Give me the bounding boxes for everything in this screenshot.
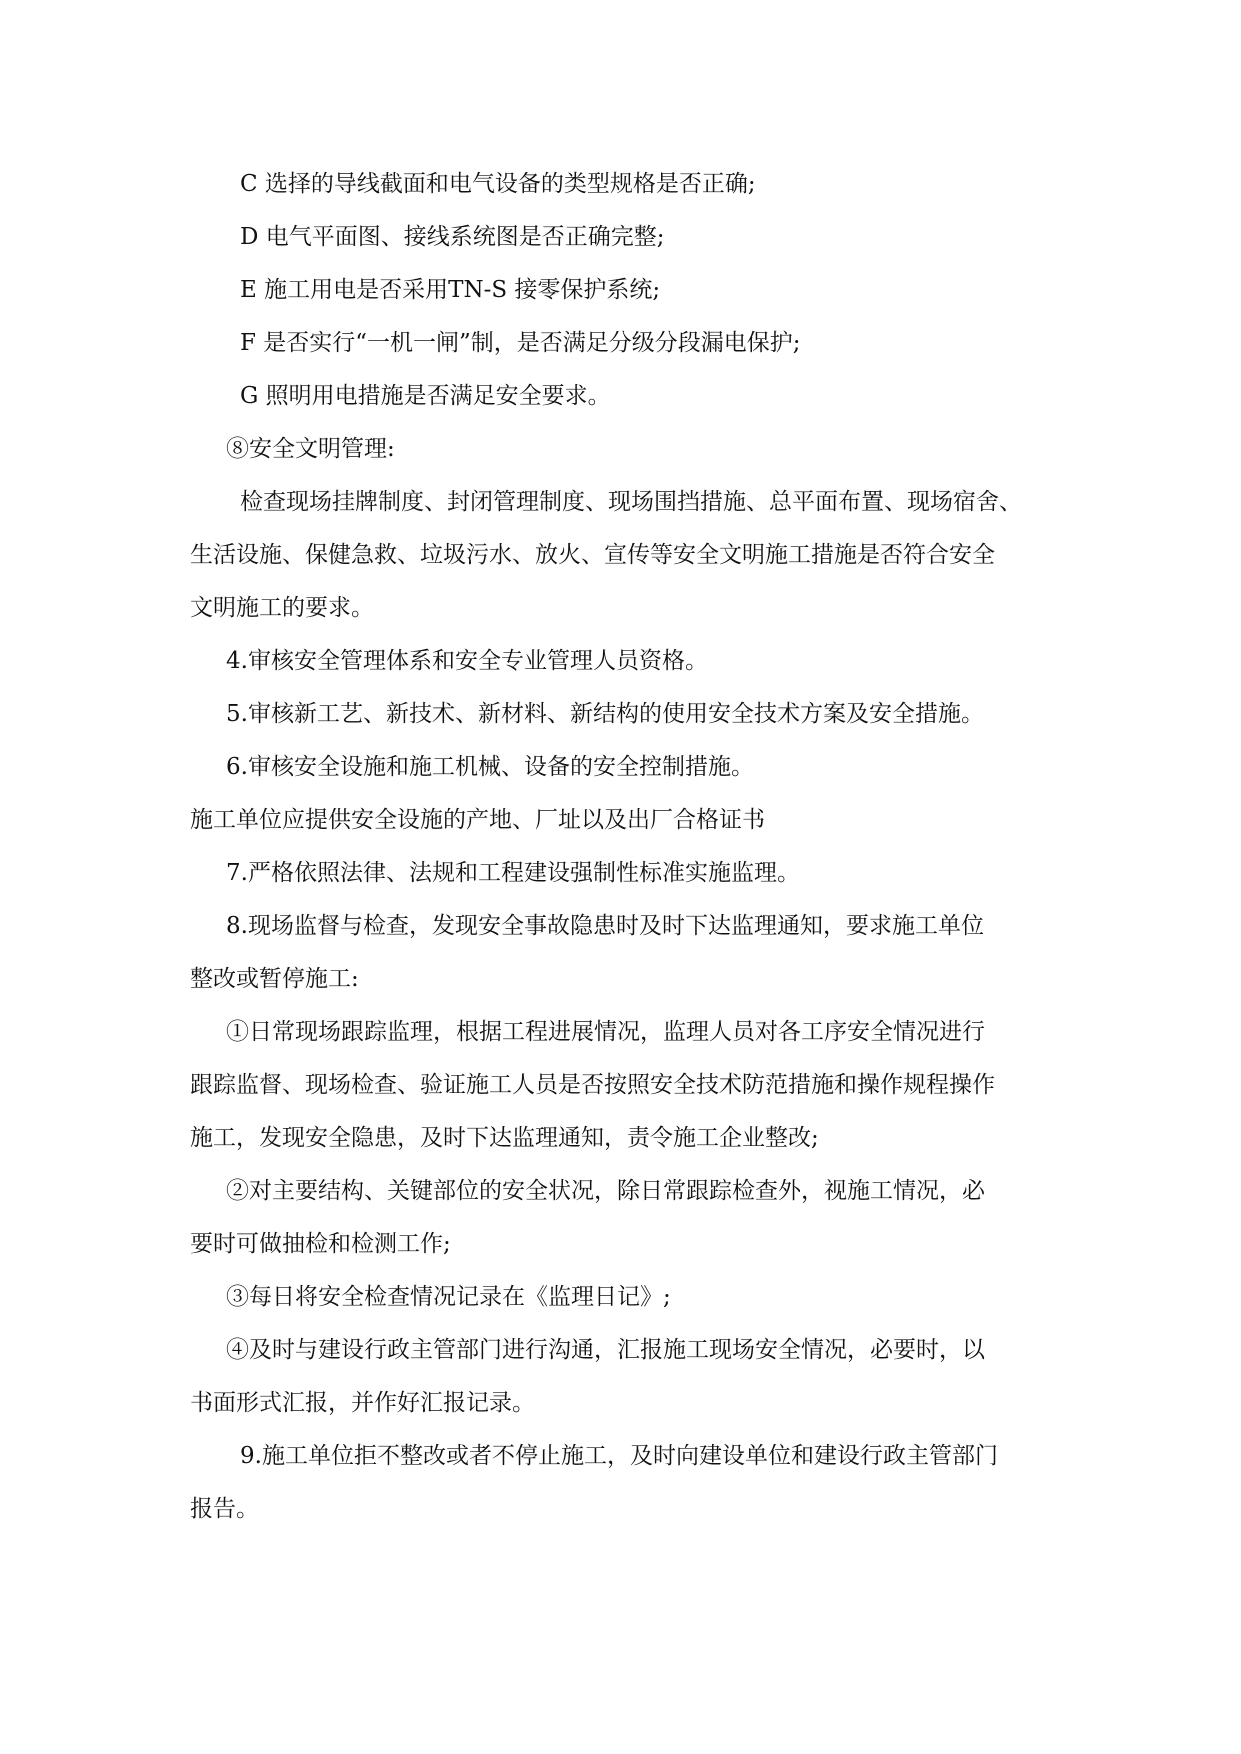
paragraph-line: 9.施工单位拒不整改或者不停止施工，及时向建设单位和建设行政主管部门 <box>240 1443 998 1469</box>
sub-item-4 <box>190 1324 1060 1430</box>
list-item-7: 7.严格依照法律、法规和工程建设强制性标准实施监理。 <box>226 860 800 886</box>
section-heading-civil-management: ⑧安全文明管理: <box>226 436 395 462</box>
paragraph-line: 8.现场监督与检查，发现安全事故隐患时及时下达监理通知，要求施工单位 <box>226 913 984 939</box>
list-item-c: C 选择的导线截面和电气设备的类型规格是否正确; <box>240 171 756 197</box>
paragraph-line: 报告。 <box>190 1496 259 1522</box>
paragraph-line: 文明施工的要求。 <box>190 595 374 621</box>
paragraph-line: 检查现场挂牌制度、封闭管理制度、现场围挡措施、总平面布置、现场宿舍、 <box>240 489 1022 515</box>
list-item-4: 4.审核安全管理体系和安全专业管理人员资格。 <box>226 648 708 674</box>
sub-item-2 <box>190 1165 1060 1271</box>
list-item-9 <box>190 1430 1060 1536</box>
paragraph-line: 施工，发现安全隐患，及时下达监理通知，责令施工企业整改; <box>190 1125 819 1151</box>
list-item-6: 6.审核安全设施和施工机械、设备的安全控制措施。 <box>226 754 754 780</box>
paragraph-line: 跟踪监督、现场检查、验证施工人员是否按照安全技术防范措施和操作规程操作 <box>190 1072 995 1098</box>
document-body <box>190 158 1060 1536</box>
list-item-g: G 照明用电措施是否满足安全要求。 <box>240 383 611 409</box>
list-item-d: D 电气平面图、接线系统图是否正确完整; <box>240 224 665 250</box>
paragraph-line: ②对主要结构、关键部位的安全状况，除日常跟踪检查外，视施工情况，必 <box>226 1178 985 1204</box>
paragraph-line: 整改或暂停施工: <box>190 966 359 992</box>
paragraph-line: ④及时与建设行政主管部门进行沟通，汇报施工现场安全情况，必要时，以 <box>226 1337 985 1363</box>
paragraph-civil-check <box>190 476 1060 635</box>
list-item-5: 5.审核新工艺、新技术、新材料、新结构的使用安全技术方案及安全措施。 <box>226 701 984 727</box>
sub-item-1 <box>190 1006 1060 1165</box>
paragraph-line: 要时可做抽检和检测工作; <box>190 1231 451 1257</box>
sub-item-3: ③每日将安全检查情况记录在《监理日记》; <box>226 1284 671 1310</box>
paragraph-line: 生活设施、保健急救、垃圾污水、放火、宣传等安全文明施工措施是否符合安全 <box>190 542 995 568</box>
paragraph-line: ①日常现场跟踪监理，根据工程进展情况，监理人员对各工序安全情况进行 <box>226 1019 985 1045</box>
list-item-6-note: 施工单位应提供安全设施的产地、厂址以及出厂合格证书 <box>190 807 765 833</box>
list-item-8 <box>190 900 1060 1006</box>
list-item-f: F 是否实行“一机一闸”制，是否满足分级分段漏电保护; <box>240 330 801 356</box>
list-item-e: E 施工用电是否采用TN-S 接零保护系统; <box>240 277 661 303</box>
paragraph-line: 书面形式汇报，并作好汇报记录。 <box>190 1390 535 1416</box>
